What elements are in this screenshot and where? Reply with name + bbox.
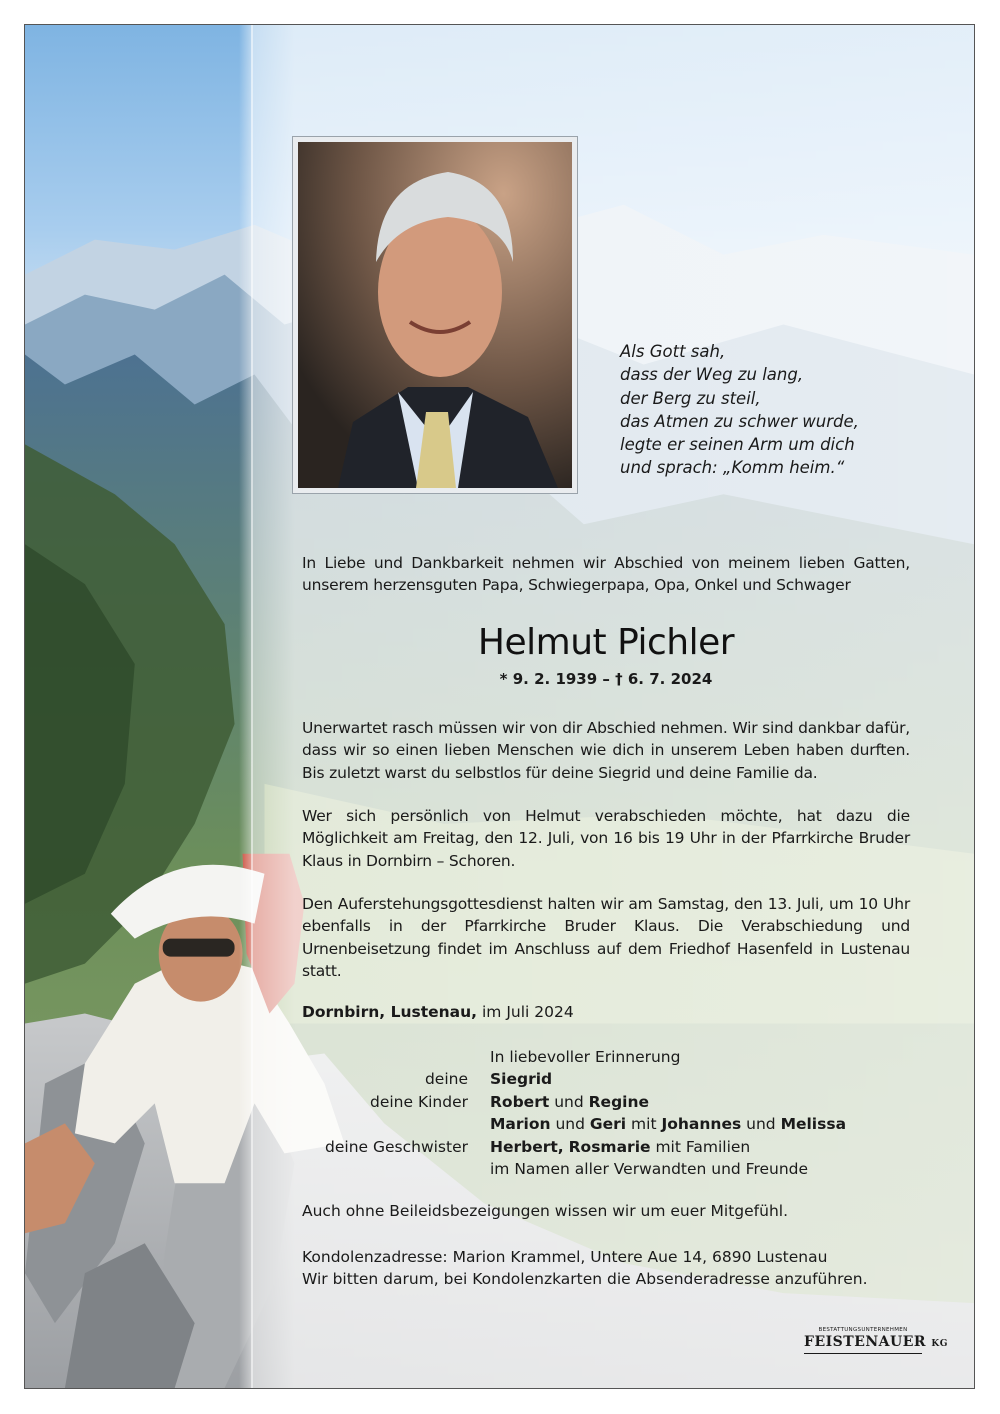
place-date bbox=[302, 1003, 574, 1021]
child-name: Geri bbox=[589, 1115, 627, 1134]
children-role: deine Kinder bbox=[369, 1092, 468, 1111]
intro-text: In Liebe und Dankbarkeit nehmen wir Abschied von meinem lieben Gatten, unserem herzensguten Papa, Schwiegerpapa, Opa, Onkel und Schwager bbox=[302, 554, 910, 595]
poem-line: der Berg zu steil, bbox=[620, 388, 761, 408]
funeral-home-logo bbox=[804, 1327, 948, 1354]
condolence-line: Kondolenzadresse: Marion Krammel, Untere Aue 14, 6890 Lustenau bbox=[302, 1248, 828, 1266]
signatures bbox=[302, 1046, 922, 1180]
condolence-line: Wir bitten darum, bei Kondolenzkarten die Absenderadresse anzuführen. bbox=[302, 1270, 868, 1289]
portrait-frame bbox=[292, 136, 578, 494]
children-line-1: Robert und Regine bbox=[490, 1092, 650, 1111]
spouse-name: Siegrid bbox=[490, 1070, 553, 1089]
siblings-line: Herbert, Rosmarie mit Familien bbox=[490, 1137, 751, 1156]
siblings-role: deine Geschwister bbox=[325, 1137, 468, 1156]
deceased-name: Helmut Pichler bbox=[477, 622, 735, 663]
poem-line: legte er seinen Arm um dich bbox=[620, 435, 855, 455]
life-dates: * 9. 2. 1939 – † 6. 7. 2024 bbox=[499, 670, 713, 688]
sibling-name: Rosmarie bbox=[568, 1137, 651, 1156]
signature-heading: In liebevoller Erinnerung bbox=[490, 1048, 681, 1066]
grandchild-name: Johannes bbox=[661, 1115, 742, 1134]
condolence-address bbox=[302, 1246, 868, 1291]
poem-line: und sprach: „Komm heim.“ bbox=[620, 458, 845, 478]
paragraph-farewell: Unerwartet rasch müssen wir von dir Abschied nehmen. Wir sind dankbar dafür, dass wir so einen lieben Menschen wie dich in unserem Leben haben durften. Bis zuletzt warst du selbstlos für deine Siegrid und deine Familie da. bbox=[302, 719, 910, 782]
poem-line: Als Gott sah, bbox=[620, 342, 726, 361]
child-name: Marion bbox=[490, 1115, 551, 1134]
poem-line: dass der Weg zu lang, bbox=[620, 365, 804, 385]
date-text: im Juli 2024 bbox=[481, 1003, 574, 1021]
poem-line: das Atmen zu schwer wurde, bbox=[620, 411, 859, 431]
child-name: Regine bbox=[588, 1092, 650, 1111]
logo-subtitle: BESTATTUNGSUNTERNEHMEN bbox=[818, 1327, 908, 1333]
portrait-photo bbox=[298, 142, 572, 488]
logo-suffix: KG bbox=[931, 1339, 948, 1349]
child-name: Robert bbox=[490, 1092, 550, 1111]
relatives-line: im Namen aller Verwandten und Freunde bbox=[490, 1160, 809, 1179]
poem bbox=[620, 340, 920, 480]
logo-name: FEISTENAUER bbox=[804, 1334, 927, 1350]
sibling-name: Herbert bbox=[490, 1137, 558, 1156]
paragraph-service: Den Auferstehungsgottesdienst halten wir am Samstag, den 13. Juli, um 10 Uhr ebenfalls in der Pfarrkirche Bruder Klaus. Die Verabschiedung und Urnenbeisetzung findet im Anschluss auf dem Friedhof Hasenfeld in Lustenau statt. bbox=[302, 895, 910, 981]
logo-underline bbox=[804, 1353, 922, 1354]
grandchild-name: Melissa bbox=[780, 1115, 847, 1134]
paragraph-viewing: Wer sich persönlich von Helmut verabschieden möchte, hat dazu die Möglichkeit am Freitag, den 12. Juli, von 16 bis 19 Uhr in der Pfarrkirche Bruder Klaus in Dornbirn – Schoren. bbox=[302, 807, 910, 870]
closing-text: Auch ohne Beileidsbezeigungen wissen wir um euer Mitgefühl. bbox=[302, 1202, 789, 1220]
spouse-role: deine bbox=[424, 1070, 468, 1089]
children-line-2: Marion und Geri mit Johannes und Melissa bbox=[490, 1115, 847, 1134]
place-names: Dornbirn, Lustenau, bbox=[302, 1003, 478, 1021]
